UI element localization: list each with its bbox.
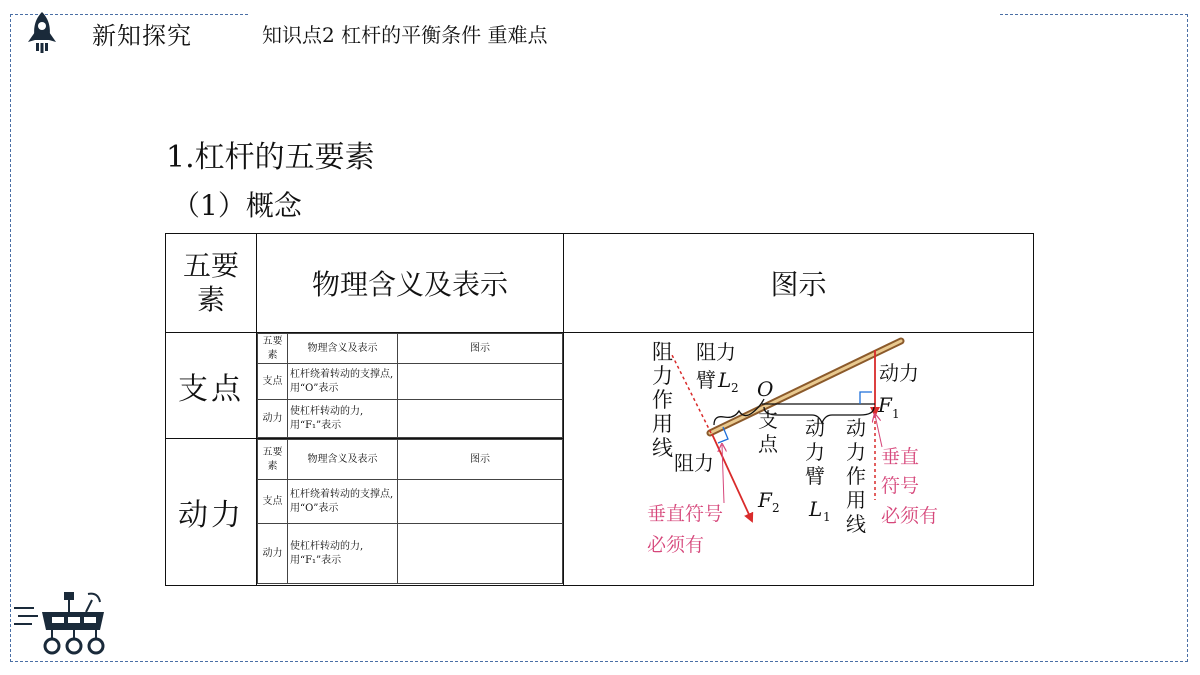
note-arrow-left — [722, 445, 724, 503]
mini-row-text: 使杠杆转动的力,用“F₁”表示 — [288, 400, 398, 438]
rocket-icon — [22, 10, 62, 54]
resistance-line-label: 阻力作用线 — [652, 340, 673, 460]
resistance-arm-label: 阻力 — [696, 340, 736, 364]
mini-header: 物理含义及表示 — [288, 334, 398, 364]
f2-symbol: F — [758, 488, 772, 512]
table-header-figure: 图示 — [564, 234, 1034, 333]
note-right-line3: 必须有 — [881, 505, 939, 527]
mini-table — [257, 439, 563, 584]
mini-header: 图示 — [398, 334, 563, 364]
header-subtitle: 知识点2 杠杆的平衡条件 重难点 — [262, 23, 548, 47]
row-label-fulcrum: 支点 — [166, 333, 257, 439]
mini-row-figure — [398, 400, 563, 438]
l2-symbol: L — [718, 368, 732, 392]
effort-arm-label: 动力臂 — [805, 416, 825, 488]
mini-row-figure — [398, 364, 563, 400]
resistance-arm-label-b: 臂 — [696, 368, 716, 392]
mini-header: 图示 — [398, 440, 563, 480]
mini-table — [257, 333, 563, 438]
note-right-line2: 符号 — [881, 475, 920, 497]
header-title: 新知探究 — [92, 22, 192, 50]
mini-row-label: 支点 — [258, 364, 288, 400]
mini-row-figure — [398, 524, 563, 584]
note-left-line2: 必须有 — [647, 534, 705, 556]
table-header-elements: 五要素 — [166, 234, 257, 333]
f2-subscript: 2 — [772, 501, 780, 515]
lever-diagram — [564, 335, 1032, 583]
table-header-meaning: 物理含义及表示 — [257, 234, 564, 333]
f1-symbol: F — [878, 393, 892, 417]
mini-header: 五要素 — [258, 334, 288, 364]
mini-row-figure — [398, 480, 563, 524]
mini-row-text: 使杠杆转动的力,用“F₁”表示 — [288, 524, 398, 584]
note-left-line1: 垂直符号 — [647, 503, 724, 525]
elements-table — [165, 233, 1034, 586]
diagram-cell — [564, 333, 1034, 586]
mini-row-text: 杠杆绕着转动的支撑点,用“O”表示 — [288, 480, 398, 524]
note-right-line1: 垂直 — [881, 446, 920, 468]
l2-subscript: 2 — [731, 381, 739, 395]
section-title: 1.杠杆的五要素 — [166, 140, 375, 175]
table-header-row — [166, 234, 1034, 333]
mini-table-cell — [257, 333, 564, 439]
rover-icon — [12, 588, 112, 658]
subsection-title: （1）概念 — [172, 189, 302, 222]
mini-row-text: 杠杆绕着转动的支撑点,用“O”表示 — [288, 364, 398, 400]
mini-header: 物理含义及表示 — [288, 440, 398, 480]
note-arrow-right — [875, 415, 882, 447]
fulcrum-label: 支点 — [758, 408, 778, 456]
right-angle-mark-l1 — [860, 392, 872, 404]
f1-subscript: 1 — [892, 407, 900, 421]
mini-row-label: 支点 — [258, 480, 288, 524]
mini-header: 五要素 — [258, 440, 288, 480]
effort-line-label: 动力作用线 — [846, 416, 866, 536]
mini-row-label: 动力 — [258, 400, 288, 438]
resistance-label: 阻力 — [674, 451, 714, 475]
effort-label: 动力 — [879, 361, 919, 385]
l1-symbol: L — [809, 497, 823, 521]
l1-subscript: 1 — [823, 510, 831, 524]
fulcrum-o: O — [757, 377, 774, 401]
mini-row-label: 动力 — [258, 524, 288, 584]
row-label-effort: 动力 — [166, 439, 257, 586]
mini-table-cell — [257, 439, 564, 586]
table-row — [166, 333, 1034, 439]
resistance-action-line — [672, 355, 711, 433]
